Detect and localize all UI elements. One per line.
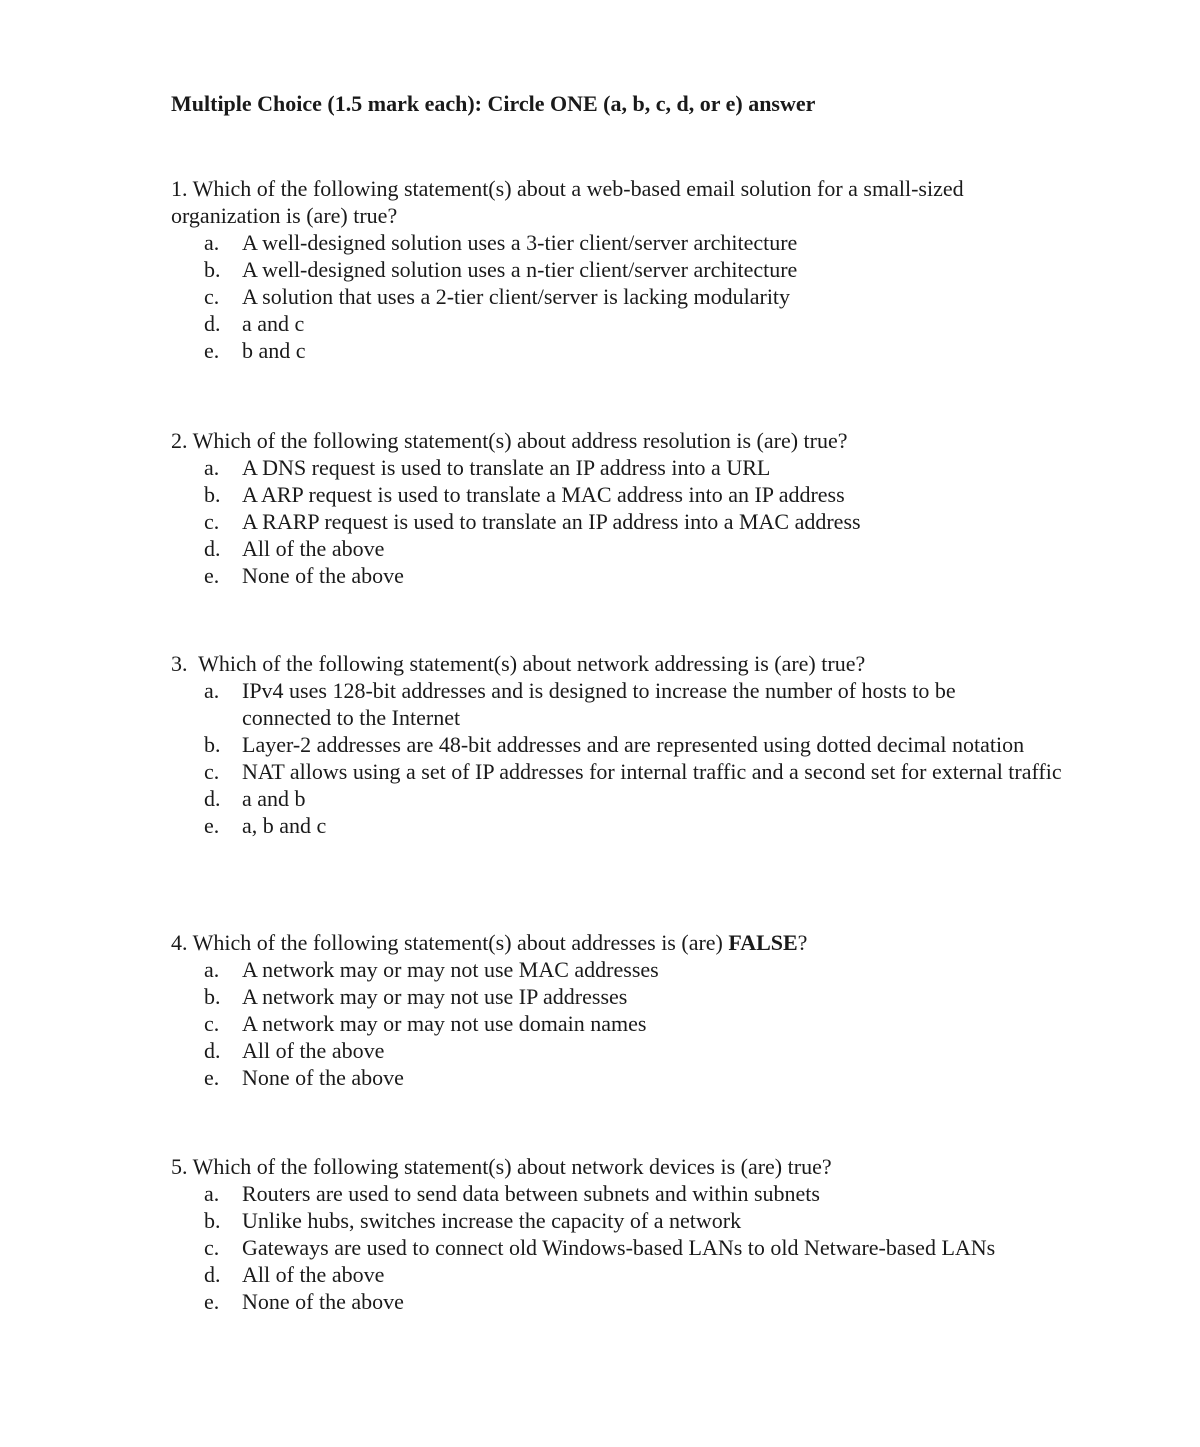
option-text: All of the above xyxy=(242,1038,385,1063)
option-letter: d. xyxy=(204,1262,221,1287)
question-5 xyxy=(171,1153,1111,1315)
option-text: a and c xyxy=(242,311,305,336)
option-a[interactable] xyxy=(204,454,1111,481)
option-text: Layer-2 addresses are 48-bit addresses and are represented using dotted decimal notation xyxy=(242,732,1025,757)
option-letter: e. xyxy=(204,813,220,838)
option-letter: e. xyxy=(204,1289,220,1314)
question-stem-end: ? xyxy=(797,930,808,955)
option-e[interactable] xyxy=(204,562,1111,589)
question-3 xyxy=(171,650,1131,839)
option-letter: a. xyxy=(204,957,220,982)
option-letter: e. xyxy=(204,338,220,363)
option-letter: d. xyxy=(204,536,221,561)
option-list xyxy=(171,454,1111,589)
option-letter: d. xyxy=(204,311,221,336)
option-text: A ARP request is used to translate a MAC address into an IP address xyxy=(242,482,845,507)
option-c[interactable] xyxy=(204,283,1071,310)
option-text: None of the above xyxy=(242,563,404,588)
option-letter: c. xyxy=(204,759,220,784)
option-text: None of the above xyxy=(242,1065,404,1090)
option-d[interactable] xyxy=(204,535,1111,562)
option-d[interactable] xyxy=(204,1037,1111,1064)
option-letter: a. xyxy=(204,230,220,255)
question-2 xyxy=(171,427,1111,589)
question-stem: 2. Which of the following statement(s) about address resolution is (are) true? xyxy=(171,428,848,453)
option-c[interactable] xyxy=(204,758,1131,785)
option-list xyxy=(171,1180,1111,1315)
option-d[interactable] xyxy=(204,310,1071,337)
option-letter: c. xyxy=(204,1011,220,1036)
option-b[interactable] xyxy=(204,256,1071,283)
option-text: Unlike hubs, switches increase the capacity of a network xyxy=(242,1208,742,1233)
option-text: None of the above xyxy=(242,1289,404,1314)
option-b[interactable] xyxy=(204,983,1111,1010)
option-letter: a. xyxy=(204,678,220,703)
option-letter: b. xyxy=(204,257,221,282)
option-text: A well-designed solution uses a 3-tier client/server architecture xyxy=(242,230,798,255)
option-text: A RARP request is used to translate an IP address into a MAC address xyxy=(242,509,861,534)
option-text: A DNS request is used to translate an IP address into a URL xyxy=(242,455,771,480)
option-text: A network may or may not use IP addresses xyxy=(242,984,628,1009)
option-letter: b. xyxy=(204,984,221,1009)
option-letter: d. xyxy=(204,1038,221,1063)
option-a[interactable] xyxy=(204,677,1131,731)
option-b[interactable] xyxy=(204,1207,1111,1234)
option-letter: b. xyxy=(204,482,221,507)
option-letter: c. xyxy=(204,1235,220,1260)
option-text: A well-designed solution uses a n-tier client/server architecture xyxy=(242,257,798,282)
option-list xyxy=(171,229,1071,364)
option-letter: e. xyxy=(204,1065,220,1090)
option-a[interactable] xyxy=(204,1180,1111,1207)
option-text: All of the above xyxy=(242,1262,385,1287)
option-text: Gateways are used to connect old Windows-based LANs to old Netware-based LANs xyxy=(242,1235,996,1260)
option-list xyxy=(171,677,1131,839)
option-c[interactable] xyxy=(204,1234,1111,1261)
option-letter: c. xyxy=(204,284,220,309)
question-stem: 5. Which of the following statement(s) about network devices is (are) true? xyxy=(171,1154,832,1179)
question-stem: 1. Which of the following statement(s) about a web-based email solution for a small-sized organization is (are) true? xyxy=(171,176,964,228)
option-text: b and c xyxy=(242,338,306,363)
option-text: All of the above xyxy=(242,536,385,561)
option-letter: b. xyxy=(204,1208,221,1233)
section-heading: Multiple Choice (1.5 mark each): Circle ONE (a, b, c, d, or e) answer xyxy=(171,91,816,116)
option-letter: a. xyxy=(204,455,220,480)
option-letter: b. xyxy=(204,732,221,757)
option-a[interactable] xyxy=(204,956,1111,983)
option-e[interactable] xyxy=(204,812,1131,839)
option-letter: d. xyxy=(204,786,221,811)
option-text: a, b and c xyxy=(242,813,327,838)
option-letter: a. xyxy=(204,1181,220,1206)
question-stem-text: 4. Which of the following statement(s) about addresses is (are) xyxy=(171,930,729,955)
option-c[interactable] xyxy=(204,508,1111,535)
option-d[interactable] xyxy=(204,785,1131,812)
option-text: A network may or may not use domain names xyxy=(242,1011,647,1036)
option-text: a and b xyxy=(242,786,306,811)
option-text: NAT allows using a set of IP addresses for internal traffic and a second set for external traffic xyxy=(242,759,1062,784)
question-stem xyxy=(171,929,1111,956)
option-b[interactable] xyxy=(204,731,1131,758)
question-1 xyxy=(171,175,1071,364)
option-text: A solution that uses a 2-tier client/server is lacking modularity xyxy=(242,284,791,309)
option-text: IPv4 uses 128-bit addresses and is designed to increase the number of hosts to be connected to the Internet xyxy=(242,678,956,730)
option-list xyxy=(171,956,1111,1091)
option-e[interactable] xyxy=(204,1064,1111,1091)
option-text: A network may or may not use MAC addresses xyxy=(242,957,659,982)
option-d[interactable] xyxy=(204,1261,1111,1288)
question-4 xyxy=(171,929,1111,1091)
option-text: Routers are used to send data between subnets and within subnets xyxy=(242,1181,820,1206)
option-b[interactable] xyxy=(204,481,1111,508)
question-stem: 3. Which of the following statement(s) about network addressing is (are) true? xyxy=(171,651,866,676)
option-a[interactable] xyxy=(204,229,1071,256)
option-e[interactable] xyxy=(204,1288,1111,1315)
option-letter: c. xyxy=(204,509,220,534)
option-letter: e. xyxy=(204,563,220,588)
question-stem-emphasis: FALSE xyxy=(728,930,798,955)
option-e[interactable] xyxy=(204,337,1071,364)
option-c[interactable] xyxy=(204,1010,1111,1037)
